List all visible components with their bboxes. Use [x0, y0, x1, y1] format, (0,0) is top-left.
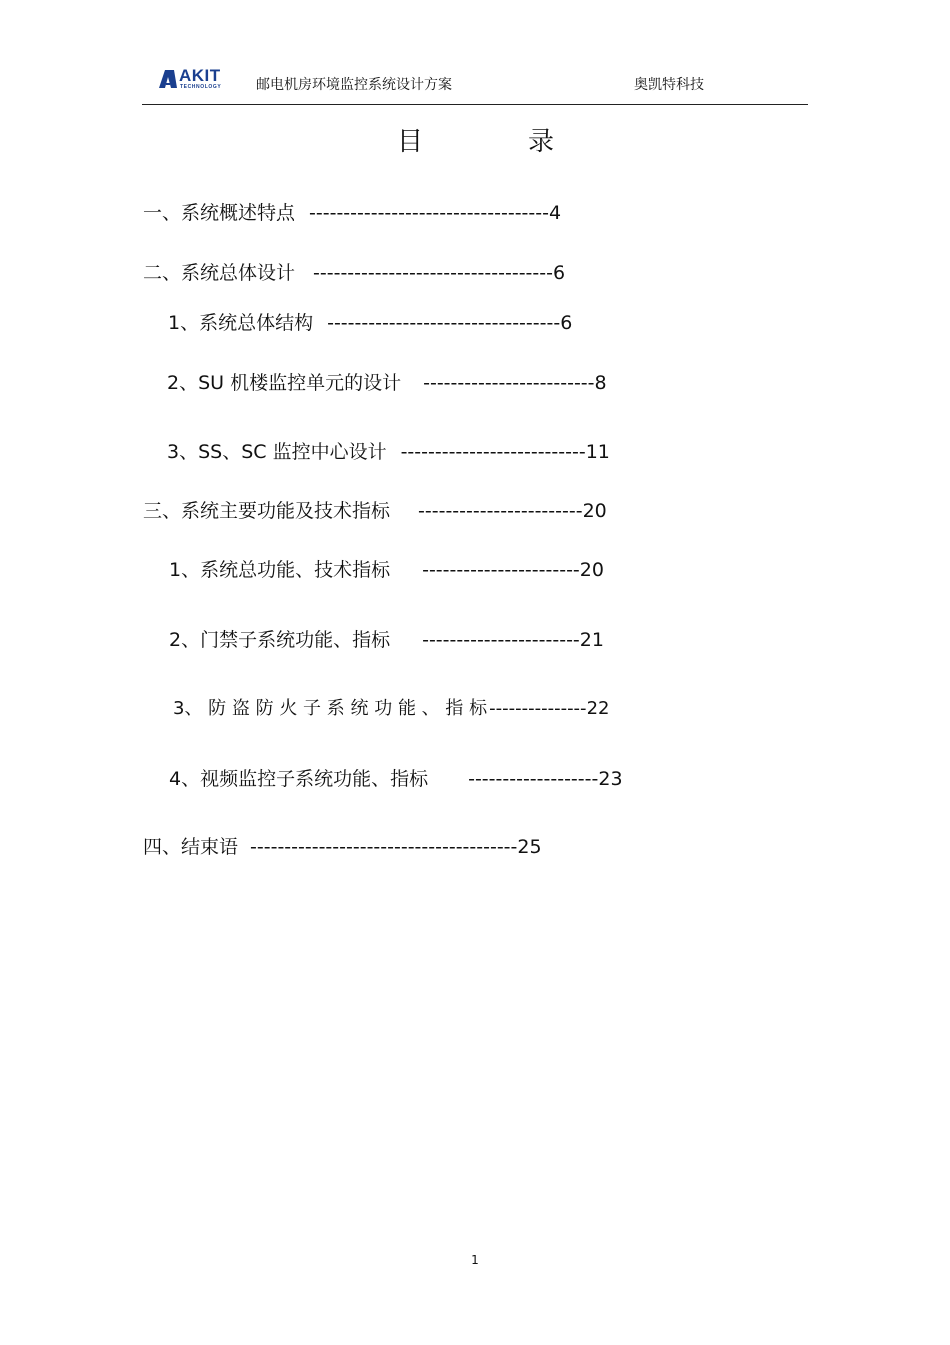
toc-entry-leader: ---------------------------------------: [250, 836, 518, 858]
toc-entry-page: 6: [560, 312, 573, 334]
toc-heading: [0, 124, 950, 160]
toc-entry-leader: ------------------------: [418, 500, 583, 522]
toc-entry-leader: ----------------------------------: [327, 312, 561, 334]
toc-entry[interactable]: [169, 628, 604, 652]
toc-entry-label: 四、结束语: [143, 836, 239, 858]
document-title: 邮电机房环境监控系统设计方案: [256, 77, 452, 93]
toc-entry[interactable]: [143, 261, 565, 285]
toc-entry[interactable]: [168, 311, 572, 335]
toc-entry-leader: ---------------------------: [400, 441, 586, 463]
toc-entry-leader: -----------------------: [422, 559, 580, 581]
toc-entry-page: 20: [579, 559, 604, 581]
toc-entry-page: 20: [582, 500, 607, 522]
toc-entry-label: 一、系统概述特点: [143, 202, 296, 224]
company-logo: [158, 67, 230, 91]
page-header: [142, 62, 808, 105]
toc-entry-page: 21: [579, 629, 604, 651]
toc-entry-label: 2、SU 机楼监控单元的设计: [167, 372, 402, 394]
toc-entry-page: 25: [517, 836, 542, 858]
toc-entry-page: 6: [552, 262, 566, 284]
toc-entry-leader: -------------------------: [423, 372, 595, 394]
toc-entry[interactable]: [167, 440, 610, 464]
toc-entry-leader: -------------------: [468, 768, 599, 790]
toc-heading-left: 目: [397, 127, 424, 157]
company-name: 奥凯特科技: [634, 77, 704, 93]
toc-entry[interactable]: [143, 835, 542, 859]
toc-entry-leader: -----------------------: [422, 629, 580, 651]
toc-entry-leader: -----------------------------------: [309, 202, 549, 224]
toc-entry-page: 4: [548, 202, 562, 224]
logo-text: AKIT: [179, 66, 221, 85]
toc-entry-label: 4、视频监控子系统功能、指标: [169, 768, 429, 790]
toc-entry-page: 22: [586, 698, 610, 719]
toc-entry[interactable]: [169, 558, 604, 582]
toc-entry[interactable]: [167, 371, 607, 395]
toc-entry-label: 2、门禁子系统功能、指标: [169, 629, 391, 651]
toc-entry-label: 二、系统总体设计: [143, 262, 296, 284]
toc-entry[interactable]: [143, 499, 607, 523]
toc-entry-label: 3、 防 盗 防 火 子 系 统 功 能 、 指 标: [173, 698, 488, 719]
toc-entry[interactable]: [169, 767, 623, 791]
logo-subtext: TECHNOLOGY: [180, 84, 222, 90]
toc-entry-page: 11: [585, 441, 610, 463]
toc-entry-label: 1、系统总体结构: [168, 312, 314, 334]
toc-entry[interactable]: [173, 697, 609, 721]
toc-heading-right: 录: [528, 127, 555, 157]
logo-mark-icon: [158, 69, 178, 89]
toc-entry-leader: -----------------------------------: [313, 262, 553, 284]
toc-entry-page: 23: [598, 768, 623, 790]
toc-entry-label: 1、系统总功能、技术指标: [169, 559, 391, 581]
page-number: 1: [471, 1253, 479, 1267]
toc-entry-leader: ---------------: [489, 698, 587, 719]
toc-entry-page: 8: [594, 372, 607, 394]
toc-entry-label: 3、SS、SC 监控中心设计: [167, 441, 387, 463]
toc-entry-label: 三、系统主要功能及技术指标: [143, 500, 391, 522]
toc-entry[interactable]: [143, 201, 561, 225]
